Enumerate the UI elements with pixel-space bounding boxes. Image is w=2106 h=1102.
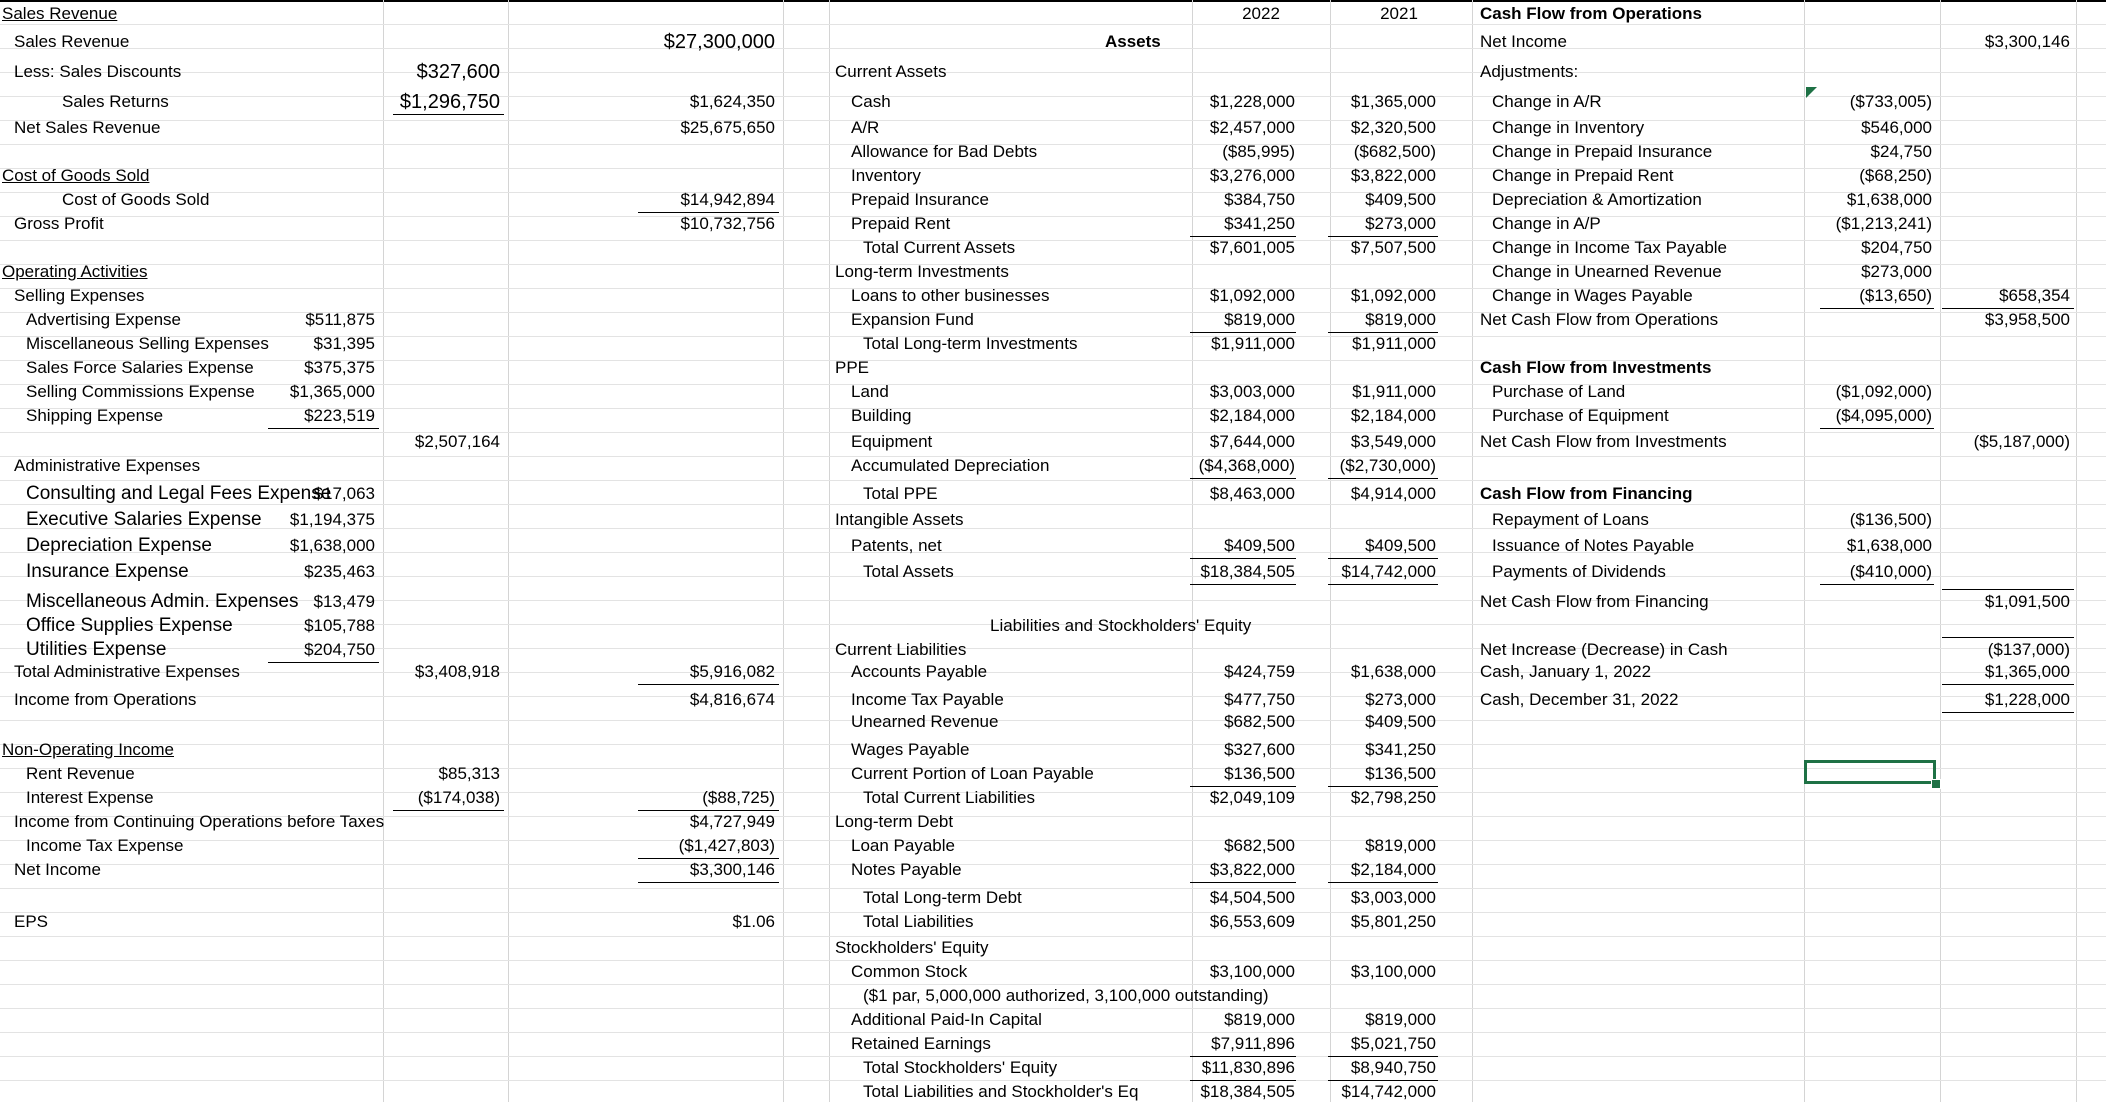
underline-rule (1942, 712, 2074, 713)
row-gridline (0, 432, 2106, 433)
cf-value-adjustment[interactable]: $1,638,000 (1846, 536, 1932, 555)
bs-row-label[interactable]: Long-term Investments (835, 262, 1009, 281)
bs-value-2021[interactable]: $2,798,250 (1350, 788, 1436, 807)
bs-row-label[interactable]: Total Liabilities and Stockholder's Eq (863, 1082, 1139, 1101)
bs-value-2022[interactable]: $682,500 (1224, 836, 1295, 855)
bs-row-label[interactable]: Stockholders' Equity (835, 938, 989, 957)
is-row-label[interactable]: Rent Revenue (26, 764, 135, 783)
assets-heading[interactable]: Assets (1105, 32, 1161, 51)
bs-row-label[interactable]: PPE (835, 358, 870, 377)
bs-value-2022[interactable]: $384,750 (1224, 190, 1295, 209)
bs-row-label[interactable]: Wages Payable (851, 740, 970, 759)
underline-rule (1328, 332, 1438, 333)
cf-value-adjustment[interactable]: ($410,000) (1849, 562, 1932, 581)
cf-value-total[interactable]: $658,354 (1999, 286, 2070, 305)
bs-value-2022[interactable]: $7,644,000 (1209, 432, 1295, 451)
bs-value-2022[interactable]: $6,553,609 (1209, 912, 1295, 931)
is-row-label[interactable]: Office Supplies Expense (26, 615, 233, 636)
cf-value-adjustment[interactable]: $273,000 (1861, 262, 1932, 281)
bs-value-2022[interactable]: $819,000 (1224, 1010, 1295, 1029)
is-row-label[interactable]: Interest Expense (26, 788, 154, 807)
underline-rule (1328, 584, 1438, 585)
bs-value-2021[interactable]: $273,000 (1365, 690, 1436, 709)
is-row-label[interactable]: Depreciation Expense (26, 535, 212, 556)
bs-value-2022[interactable]: $3,003,000 (1209, 382, 1295, 401)
fill-handle[interactable] (1931, 779, 1941, 789)
bs-value-2021[interactable]: $819,000 (1365, 310, 1436, 329)
bs-row-label[interactable]: ($1 par, 5,000,000 authorized, 3,100,000 outstanding) (863, 986, 1269, 1005)
bs-value-2021[interactable]: $5,801,250 (1350, 912, 1436, 931)
is-row-label[interactable]: Income Tax Expense (26, 836, 184, 855)
is-row-label[interactable]: Gross Profit (14, 214, 104, 233)
bs-value-2021[interactable]: ($682,500) (1353, 142, 1436, 161)
is-row-label[interactable]: Sales Returns (62, 92, 169, 111)
underline-rule (1190, 332, 1296, 333)
bs-value-2022[interactable]: $682,500 (1224, 712, 1295, 731)
cf-row-label[interactable]: Issuance of Notes Payable (1492, 536, 1695, 555)
cf-row-label[interactable]: Adjustments: (1480, 62, 1579, 81)
bs-value-2021[interactable]: $1,092,000 (1350, 286, 1436, 305)
is-value-d[interactable]: $27,300,000 (663, 31, 775, 53)
row-gridline (0, 96, 2106, 97)
bs-value-2021[interactable]: $4,914,000 (1350, 484, 1436, 503)
row-gridline (0, 1080, 2106, 1081)
row-gridline (0, 1008, 2106, 1009)
is-row-label[interactable]: Less: Sales Discounts (14, 62, 182, 81)
is-row-label[interactable]: Net Sales Revenue (14, 118, 161, 137)
underline-rule (638, 212, 779, 213)
bs-row-label[interactable]: Retained Earnings (851, 1034, 991, 1053)
row-gridline (0, 456, 2106, 457)
error-indicator-icon (1806, 87, 1817, 98)
bs-value-2022[interactable]: $18,384,505 (1200, 562, 1295, 581)
bs-value-2022[interactable]: $424,759 (1224, 662, 1295, 681)
bs-value-2022[interactable]: $2,457,000 (1209, 118, 1295, 137)
bs-row-label[interactable]: Long-term Debt (835, 812, 954, 831)
is-row-label[interactable]: Executive Salaries Expense (26, 509, 262, 530)
row-gridline (0, 1032, 2106, 1033)
top-border (0, 0, 2106, 2)
bs-row-label[interactable]: Notes Payable (851, 860, 962, 879)
is-row-label[interactable]: Cost of Goods Sold (62, 190, 210, 209)
is-value-c[interactable]: $327,600 (416, 61, 500, 83)
cf-row-label[interactable]: Change in Prepaid Insurance (1492, 142, 1713, 161)
is-row-label[interactable]: Net Income (14, 860, 101, 879)
is-value-b[interactable]: $1,638,000 (289, 536, 375, 555)
bs-value-2021[interactable]: $5,021,750 (1350, 1034, 1436, 1053)
underline-rule (1820, 428, 1934, 429)
bs-value-2022[interactable]: $341,250 (1224, 214, 1295, 233)
bs-row-label[interactable]: Total Assets (863, 562, 954, 581)
is-value-d[interactable]: $3,300,146 (689, 860, 775, 879)
is-value-b[interactable]: $17,063 (313, 484, 375, 503)
is-row-label[interactable]: Income from Operations (14, 690, 197, 709)
row-gridline (0, 936, 2106, 937)
bs-row-label[interactable]: Loan Payable (851, 836, 955, 855)
bs-value-2021[interactable]: $819,000 (1365, 836, 1436, 855)
row-gridline (0, 864, 2106, 865)
row-gridline (0, 792, 2106, 793)
underline-rule (1190, 236, 1296, 237)
bs-value-2021[interactable]: $8,940,750 (1350, 1058, 1436, 1077)
bs-value-2022[interactable]: $819,000 (1224, 310, 1295, 329)
bs-value-2022[interactable]: $8,463,000 (1209, 484, 1295, 503)
is-row-label[interactable]: Cost of Goods Sold (2, 166, 150, 185)
bs-row-label[interactable]: Building (851, 406, 912, 425)
underline-rule (638, 810, 779, 811)
bs-value-2021[interactable]: $341,250 (1365, 740, 1436, 759)
underline-rule (1328, 558, 1438, 559)
bs-row-label[interactable]: Patents, net (851, 536, 942, 555)
underline-rule (1190, 478, 1296, 479)
bs-value-2021[interactable]: $2,184,000 (1350, 406, 1436, 425)
cf-value-total[interactable]: $3,300,146 (1984, 32, 2070, 51)
bs-row-label[interactable]: Additional Paid-In Capital (851, 1010, 1042, 1029)
is-value-d[interactable]: $10,732,756 (680, 214, 775, 233)
underline-rule (1190, 882, 1296, 883)
underline-rule (1190, 786, 1296, 787)
cf-row-label[interactable]: Cash, December 31, 2022 (1480, 690, 1679, 709)
bs-value-2022[interactable]: $136,500 (1224, 764, 1295, 783)
is-value-c[interactable]: $2,507,164 (414, 432, 500, 451)
bs-row-label[interactable]: Loans to other businesses (851, 286, 1050, 305)
balance-sheet-year-2021[interactable]: 2021 (1380, 4, 1418, 23)
underline-rule (1328, 786, 1438, 787)
row-gridline (0, 240, 2106, 241)
cf-value-adjustment[interactable]: $24,750 (1870, 142, 1932, 161)
row-gridline (0, 120, 2106, 121)
is-value-b[interactable]: $105,788 (304, 616, 375, 635)
bs-row-label[interactable]: A/R (851, 118, 880, 137)
underline-rule (268, 428, 379, 429)
bs-row-label[interactable]: Unearned Revenue (851, 712, 999, 731)
underline-rule (1328, 1080, 1438, 1081)
underline-rule (1328, 478, 1438, 479)
underline-rule (1820, 308, 1934, 309)
is-row-label[interactable]: Sales Force Salaries Expense (26, 358, 254, 377)
bs-value-2021[interactable]: $409,500 (1365, 712, 1436, 731)
cf-value-adjustment[interactable]: $1,638,000 (1846, 190, 1932, 209)
bs-value-2021[interactable]: $273,000 (1365, 214, 1436, 233)
underline-rule (1328, 882, 1438, 883)
is-row-label[interactable]: Insurance Expense (26, 561, 189, 582)
cf-value-adjustment[interactable]: ($68,250) (1859, 166, 1932, 185)
underline-rule (1942, 637, 2074, 638)
is-row-label[interactable]: Advertising Expense (26, 310, 181, 329)
cf-value-total[interactable]: ($137,000) (1987, 640, 2070, 659)
bs-value-2022[interactable]: $18,384,505 (1200, 1082, 1295, 1101)
bs-value-2021[interactable]: $14,742,000 (1341, 562, 1436, 581)
is-value-d[interactable]: $5,916,082 (689, 662, 775, 681)
is-value-d[interactable]: $4,727,949 (689, 812, 775, 831)
cf-row-label[interactable]: Change in Income Tax Payable (1492, 238, 1728, 257)
row-gridline (0, 744, 2106, 745)
bs-value-2022[interactable]: $327,600 (1224, 740, 1295, 759)
bs-value-2022[interactable]: $477,750 (1224, 690, 1295, 709)
bs-value-2022[interactable]: $2,049,109 (1209, 788, 1295, 807)
row-gridline (0, 72, 2106, 73)
bs-row-label[interactable]: Intangible Assets (835, 510, 964, 529)
bs-row-label[interactable]: Common Stock (851, 962, 968, 981)
underline-rule (1942, 589, 2074, 590)
bs-value-2021[interactable]: $1,911,000 (1352, 382, 1436, 401)
bs-value-2021[interactable]: $3,100,000 (1350, 962, 1436, 981)
bs-value-2021[interactable]: $409,500 (1365, 536, 1436, 555)
cf-row-label[interactable]: Change in A/P (1492, 214, 1601, 233)
bs-value-2021[interactable]: $14,742,000 (1341, 1082, 1436, 1101)
bs-row-label[interactable]: Cash (851, 92, 891, 111)
bs-row-label[interactable]: Total Liabilities (863, 912, 974, 931)
bs-row-label[interactable]: Land (851, 382, 889, 401)
row-gridline (0, 480, 2106, 481)
row-gridline (0, 144, 2106, 145)
cf-row-label[interactable]: Cash Flow from Investments (1480, 358, 1712, 377)
row-gridline (0, 672, 2106, 673)
bs-value-2021[interactable]: $2,320,500 (1350, 118, 1436, 137)
underline-rule (268, 662, 379, 663)
bs-value-2021[interactable]: $1,638,000 (1350, 662, 1436, 681)
bs-value-2022[interactable]: $3,822,000 (1209, 860, 1295, 879)
is-value-b[interactable]: $375,375 (304, 358, 375, 377)
cf-value-adjustment[interactable]: ($13,650) (1859, 286, 1932, 305)
bs-row-label[interactable]: Current Assets (835, 62, 947, 81)
cf-row-label[interactable]: Payments of Dividends (1492, 562, 1666, 581)
bs-value-2021[interactable]: $409,500 (1365, 190, 1436, 209)
row-gridline (0, 264, 2106, 265)
row-gridline (0, 24, 2106, 25)
is-value-d[interactable]: $4,816,674 (689, 690, 775, 709)
row-gridline (0, 168, 2106, 169)
bs-row-label[interactable]: Accumulated Depreciation (851, 456, 1050, 475)
bs-value-2021[interactable]: $2,184,000 (1350, 860, 1436, 879)
cf-row-label[interactable]: Purchase of Equipment (1492, 406, 1669, 425)
cf-row-label[interactable]: Net Cash Flow from Financing (1480, 592, 1709, 611)
row-gridline (0, 696, 2106, 697)
is-value-d[interactable]: ($88,725) (702, 788, 775, 807)
underline-rule (393, 114, 504, 115)
bs-value-2022[interactable]: ($85,995) (1222, 142, 1295, 161)
underline-rule (638, 684, 779, 685)
is-row-label[interactable]: Utilities Expense (26, 639, 167, 660)
is-row-label[interactable]: EPS (14, 912, 49, 931)
cf-value-adjustment[interactable]: $546,000 (1861, 118, 1932, 137)
cf-value-adjustment[interactable]: $204,750 (1861, 238, 1932, 257)
cf-row-label[interactable]: Depreciation & Amortization (1492, 190, 1702, 209)
cf-value-adjustment[interactable]: ($1,092,000) (1835, 382, 1932, 401)
is-row-label[interactable]: Selling Commissions Expense (26, 382, 255, 401)
is-value-c[interactable]: $3,408,918 (414, 662, 500, 681)
is-value-b[interactable]: $13,479 (313, 592, 375, 611)
bs-value-2021[interactable]: $1,365,000 (1350, 92, 1436, 111)
cf-row-label[interactable]: Net Cash Flow from Operations (1480, 310, 1719, 329)
bs-value-2021[interactable]: ($2,730,000) (1339, 456, 1436, 475)
cf-row-label[interactable]: Purchase of Land (1492, 382, 1626, 401)
bs-value-2022[interactable]: $11,830,896 (1201, 1058, 1295, 1077)
is-row-label[interactable]: Selling Expenses (14, 286, 145, 305)
cf-value-total[interactable]: $1,365,000 (1984, 662, 2070, 681)
is-value-b[interactable]: $31,395 (313, 334, 375, 353)
cf-row-label[interactable]: Change in Prepaid Rent (1492, 166, 1674, 185)
underline-rule (1190, 584, 1296, 585)
cf-row-label[interactable]: Change in Inventory (1492, 118, 1645, 137)
bs-row-label[interactable]: Total Current Liabilities (863, 788, 1035, 807)
bs-row-label[interactable]: Accounts Payable (851, 662, 988, 681)
cf-value-total[interactable]: $1,228,000 (1984, 690, 2070, 709)
bs-row-label[interactable]: Prepaid Rent (851, 214, 951, 233)
is-value-b[interactable]: $1,194,375 (289, 510, 375, 529)
bs-value-2022[interactable]: $7,601,005 (1209, 238, 1295, 257)
bs-row-label[interactable]: Income Tax Payable (851, 690, 1004, 709)
is-row-label[interactable]: Operating Activities (2, 262, 148, 281)
bs-row-label[interactable]: Prepaid Insurance (851, 190, 989, 209)
is-value-c[interactable]: $1,296,750 (399, 91, 500, 113)
cf-row-label[interactable]: Net Increase (Decrease) in Cash (1480, 640, 1728, 659)
active-cell-selection[interactable] (1804, 760, 1936, 784)
is-row-label[interactable]: Total Administrative Expenses (14, 662, 240, 681)
is-row-label[interactable]: Administrative Expenses (14, 456, 201, 475)
row-gridline (0, 984, 2106, 985)
cf-row-label[interactable]: Cash Flow from Financing (1480, 484, 1693, 503)
bs-value-2021[interactable]: $819,000 (1365, 1010, 1436, 1029)
underline-rule (1190, 1056, 1296, 1057)
bs-value-2022[interactable]: $1,092,000 (1209, 286, 1295, 305)
is-value-b[interactable]: $204,750 (304, 640, 375, 659)
bs-value-2021[interactable]: $3,549,000 (1350, 432, 1436, 451)
is-value-b[interactable]: $1,365,000 (289, 382, 375, 401)
bs-row-label[interactable]: Total Long-term Debt (863, 888, 1022, 907)
bs-value-2021[interactable]: $3,003,000 (1350, 888, 1436, 907)
is-value-b[interactable]: $235,463 (304, 562, 375, 581)
row-gridline (0, 48, 2106, 49)
cf-value-total[interactable]: $1,091,500 (1984, 592, 2070, 611)
cf-row-label[interactable]: Change in Unearned Revenue (1492, 262, 1722, 281)
row-gridline (0, 840, 2106, 841)
bs-row-label[interactable]: Current Liabilities (835, 640, 967, 659)
underline-rule (1820, 584, 1934, 585)
underline-rule (1942, 684, 2074, 685)
bs-value-2022[interactable]: $3,276,000 (1209, 166, 1295, 185)
cf-value-adjustment[interactable]: ($733,005) (1849, 92, 1932, 111)
underline-rule (638, 858, 779, 859)
bs-row-label[interactable]: Expansion Fund (851, 310, 974, 329)
is-row-label[interactable]: Consulting and Legal Fees Expense (26, 483, 332, 504)
is-row-label[interactable]: Shipping Expense (26, 406, 164, 425)
bs-value-2022[interactable]: $7,911,896 (1211, 1034, 1295, 1053)
cf-row-label[interactable]: Net Income (1480, 32, 1567, 51)
cf-row-label[interactable]: Change in Wages Payable (1492, 286, 1693, 305)
bs-row-label[interactable]: Equipment (851, 432, 933, 451)
underline-rule (1328, 1056, 1438, 1057)
bs-row-label[interactable]: Allowance for Bad Debts (851, 142, 1038, 161)
is-value-d[interactable]: $1.06 (732, 912, 775, 931)
bs-value-2022[interactable]: $409,500 (1224, 536, 1295, 555)
is-row-label[interactable]: Sales Revenue (14, 32, 130, 51)
bs-value-2021[interactable]: $7,507,500 (1350, 238, 1436, 257)
is-row-label[interactable]: Non-Operating Income (2, 740, 174, 759)
is-row-label[interactable]: Income from Continuing Operations before Taxes (14, 812, 385, 831)
liabilities-equity-heading[interactable]: Liabilities and Stockholders' Equity (990, 616, 1252, 635)
row-gridline (0, 960, 2106, 961)
is-row-label[interactable]: Sales Revenue (2, 4, 118, 23)
bs-value-2022[interactable]: $1,228,000 (1209, 92, 1295, 111)
row-gridline (0, 888, 2106, 889)
is-value-d[interactable]: $1,624,350 (689, 92, 775, 111)
is-value-c[interactable]: $85,313 (438, 764, 500, 783)
underline-rule (1328, 236, 1438, 237)
bs-value-2022[interactable]: ($4,368,000) (1198, 456, 1295, 475)
bs-value-2022[interactable]: $3,100,000 (1209, 962, 1295, 981)
underline-rule (1190, 1080, 1296, 1081)
bs-value-2021[interactable]: $136,500 (1365, 764, 1436, 783)
underline-rule (1942, 308, 2074, 309)
cf-row-label[interactable]: Net Cash Flow from Investments (1480, 432, 1727, 451)
row-gridline (0, 720, 2106, 721)
bs-row-label[interactable]: Total Current Assets (863, 238, 1016, 257)
bs-row-label[interactable]: Inventory (851, 166, 921, 185)
row-gridline (0, 912, 2106, 913)
bs-row-label[interactable]: Total PPE (863, 484, 938, 503)
bs-value-2022[interactable]: $2,184,000 (1209, 406, 1295, 425)
cf-value-adjustment[interactable]: ($136,500) (1849, 510, 1932, 529)
cf-row-label[interactable]: Cash, January 1, 2022 (1480, 662, 1652, 681)
underline-rule (393, 810, 504, 811)
cf-row-label[interactable]: Repayment of Loans (1492, 510, 1649, 529)
cf-value-adjustment[interactable]: ($1,213,241) (1835, 214, 1932, 233)
row-gridline (0, 216, 2106, 217)
bs-row-label[interactable]: Total Long-term Investments (863, 334, 1078, 353)
row-gridline (0, 288, 2106, 289)
bs-value-2021[interactable]: $1,911,000 (1352, 334, 1436, 353)
bs-value-2022[interactable]: $4,504,500 (1209, 888, 1295, 907)
underline-rule (638, 882, 779, 883)
is-value-b[interactable]: $511,875 (305, 310, 375, 329)
is-value-d[interactable]: $14,942,894 (680, 190, 775, 209)
bs-row-label[interactable]: Current Portion of Loan Payable (851, 764, 1094, 783)
bs-value-2021[interactable]: $3,822,000 (1350, 166, 1436, 185)
bs-value-2022[interactable]: $1,911,000 (1211, 334, 1295, 353)
cf-value-total[interactable]: ($5,187,000) (1973, 432, 2070, 451)
underline-rule (1190, 558, 1296, 559)
bs-row-label[interactable]: Total Stockholders' Equity (863, 1058, 1058, 1077)
cf-row-label[interactable]: Change in A/R (1492, 92, 1602, 111)
cf-value-adjustment[interactable]: ($4,095,000) (1835, 406, 1932, 425)
balance-sheet-year-2022[interactable]: 2022 (1242, 4, 1280, 23)
is-value-c[interactable]: ($174,038) (417, 788, 500, 807)
is-value-d[interactable]: ($1,427,803) (678, 836, 775, 855)
cf-value-total[interactable]: $3,958,500 (1984, 310, 2070, 329)
is-row-label[interactable]: Miscellaneous Selling Expenses (26, 334, 269, 353)
row-gridline (0, 192, 2106, 193)
cf-row-label[interactable]: Cash Flow from Operations (1480, 4, 1702, 23)
is-value-d[interactable]: $25,675,650 (680, 118, 775, 137)
is-row-label[interactable]: Miscellaneous Admin. Expenses (26, 591, 299, 612)
row-gridline (0, 1056, 2106, 1057)
is-value-b[interactable]: $223,519 (304, 406, 375, 425)
